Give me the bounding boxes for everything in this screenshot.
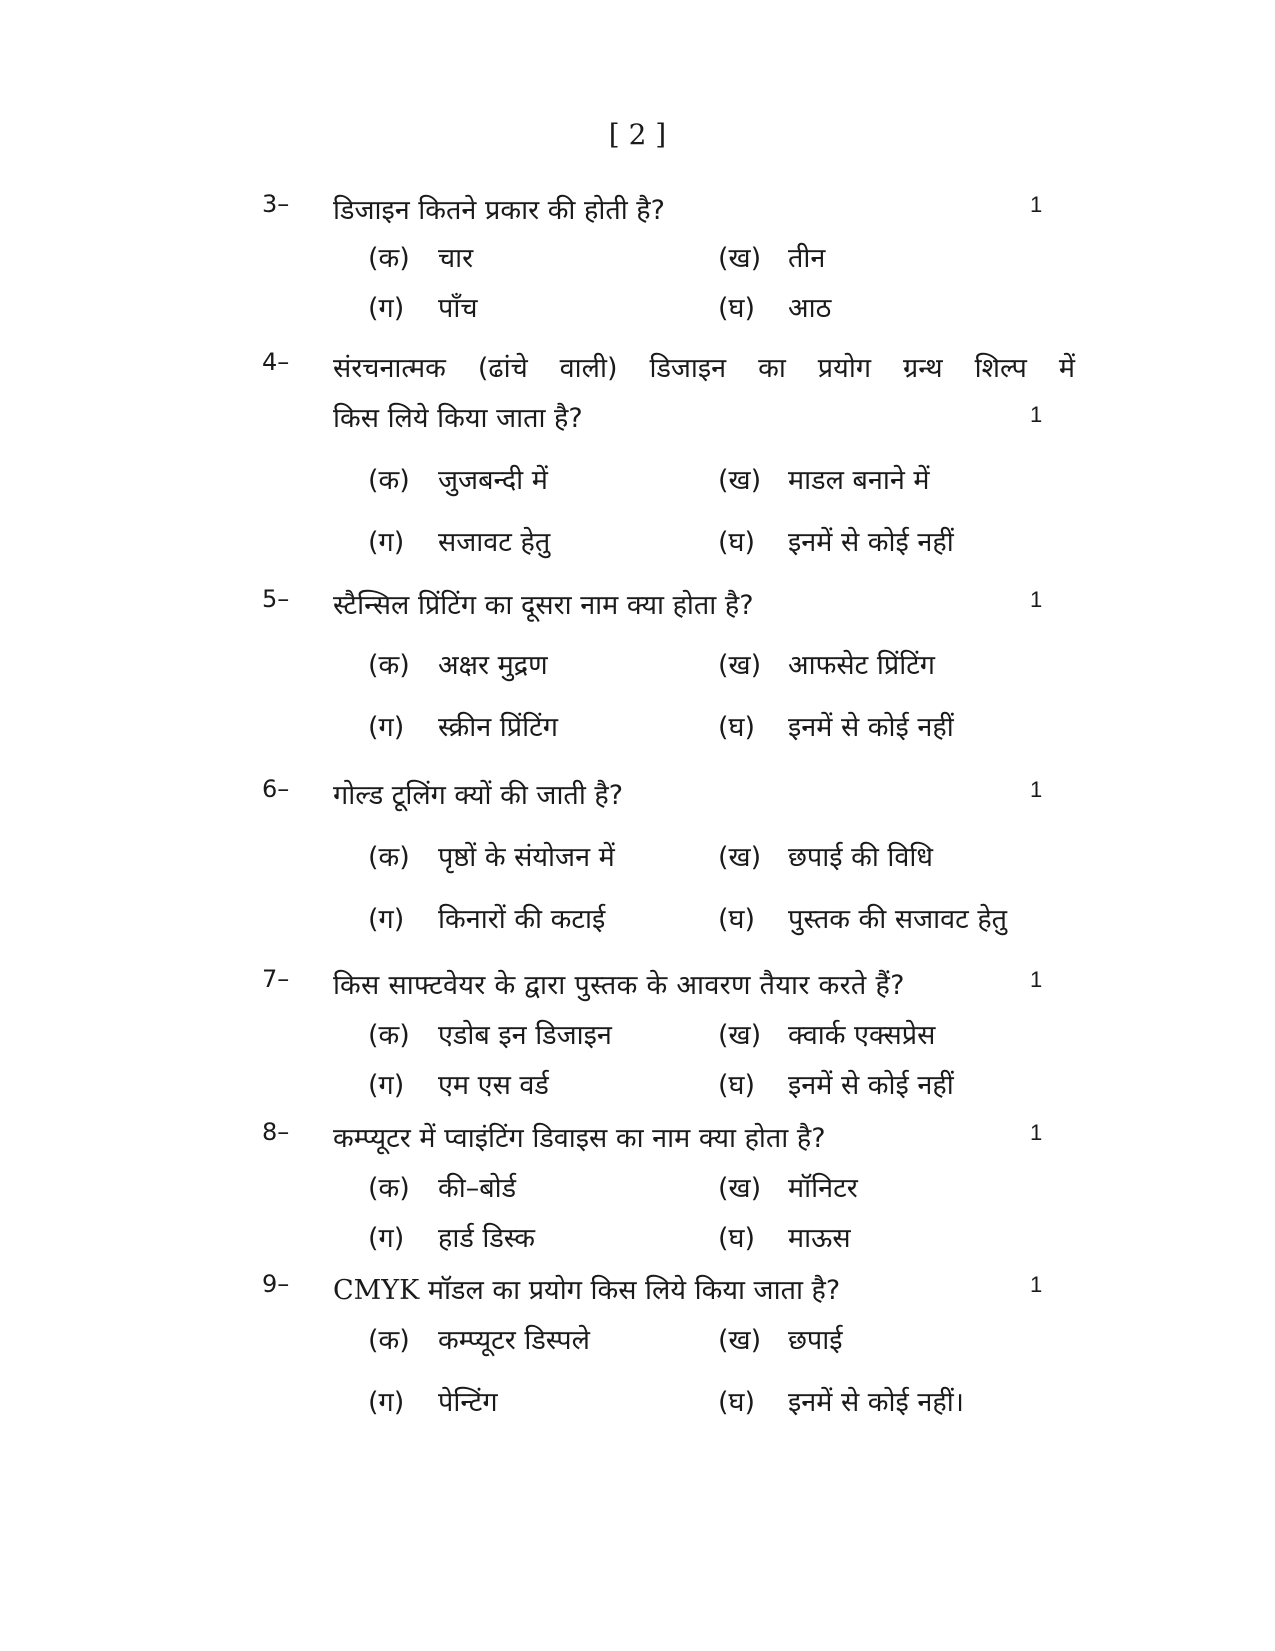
question-marks: 1 bbox=[1030, 402, 1043, 427]
option-text: कम्प्यूटर डिस्पले bbox=[438, 1325, 590, 1356]
option-text: एम एस वर्ड bbox=[438, 1070, 549, 1101]
option-text: आफसेट प्रिंटिंग bbox=[788, 650, 936, 681]
question-marks: 1 bbox=[1030, 1120, 1043, 1145]
option-label: (ख) bbox=[718, 1173, 762, 1204]
option-gha bbox=[718, 288, 831, 325]
option-text: हार्ड डिस्क bbox=[438, 1223, 536, 1254]
option-ga bbox=[368, 1065, 549, 1102]
option-label: (घ) bbox=[718, 1070, 756, 1101]
option-label: (ख) bbox=[718, 842, 762, 873]
option-label: (क) bbox=[368, 842, 410, 873]
option-gha bbox=[718, 1218, 851, 1255]
question-text: किस साफ्टवेयर के द्वारा पुस्तक के आवरण तैयार करते हैं? bbox=[333, 970, 905, 1001]
option-text: मॉनिटर bbox=[788, 1173, 858, 1204]
option-text: सजावट हेतु bbox=[438, 527, 551, 558]
option-label: (घ) bbox=[718, 527, 756, 558]
option-text: इनमें से कोई नहीं bbox=[788, 527, 954, 558]
option-label: (ख) bbox=[718, 465, 762, 496]
cmyk-term: CMYK bbox=[333, 1275, 420, 1306]
option-ga bbox=[368, 899, 605, 936]
option-label: (क) bbox=[368, 1173, 410, 1204]
option-text: पुस्तक की सजावट हेतु bbox=[788, 904, 1008, 935]
question-number: 9– bbox=[262, 1270, 290, 1298]
option-text: छपाई bbox=[788, 1325, 843, 1356]
option-label: (ग) bbox=[368, 712, 405, 743]
option-label: (क) bbox=[368, 465, 410, 496]
option-text: चार bbox=[438, 243, 474, 274]
option-label: (ग) bbox=[368, 527, 405, 558]
option-label: (ख) bbox=[718, 243, 762, 274]
option-label: (घ) bbox=[718, 1223, 756, 1254]
option-gha bbox=[718, 899, 1007, 936]
option-text: अक्षर मुद्रण bbox=[438, 650, 548, 681]
option-label: (घ) bbox=[718, 1387, 756, 1418]
option-label: (ग) bbox=[368, 1223, 405, 1254]
question-text: डिजाइन कितने प्रकार की होती है? bbox=[333, 195, 665, 226]
option-kha bbox=[718, 837, 933, 874]
question-text-line2: किस लिये किया जाता है? bbox=[333, 403, 583, 434]
option-text: क्वार्क एक्सप्रेस bbox=[788, 1020, 936, 1051]
option-label: (घ) bbox=[718, 712, 756, 743]
option-label: (क) bbox=[368, 650, 410, 681]
option-label: (क) bbox=[368, 243, 410, 274]
question-number: 8– bbox=[262, 1118, 290, 1146]
option-text: की–बोर्ड bbox=[438, 1173, 517, 1204]
option-ka bbox=[368, 1320, 590, 1357]
option-gha bbox=[718, 522, 954, 559]
question-text: स्टैन्सिल प्रिंटिंग का दूसरा नाम क्या होता है? bbox=[333, 590, 754, 621]
question-number: 4– bbox=[262, 348, 290, 376]
option-text: आठ bbox=[788, 293, 832, 324]
option-gha bbox=[718, 1065, 954, 1102]
option-ga bbox=[368, 1382, 498, 1419]
option-text: तीन bbox=[788, 243, 826, 274]
option-ka bbox=[368, 837, 615, 874]
option-label: (ग) bbox=[368, 1070, 405, 1101]
question-text: संरचनात्मक (ढांचे वाली) डिजाइन का प्रयोग ग्रन्थ शिल्प में bbox=[333, 353, 1075, 384]
question-marks: 1 bbox=[1030, 967, 1043, 992]
option-text: इनमें से कोई नहीं bbox=[788, 1070, 954, 1101]
option-kha bbox=[718, 645, 935, 682]
option-label: (ग) bbox=[368, 904, 405, 935]
option-text: छपाई की विधि bbox=[788, 842, 934, 873]
option-text: पृष्ठों के संयोजन में bbox=[438, 842, 615, 873]
option-ga bbox=[368, 707, 558, 744]
page-number: [ 2 ] bbox=[608, 118, 667, 151]
option-text: स्क्रीन प्रिंटिंग bbox=[438, 712, 558, 743]
option-kha bbox=[718, 1320, 843, 1357]
option-kha bbox=[718, 1015, 935, 1052]
option-gha bbox=[718, 707, 954, 744]
question-marks: 1 bbox=[1030, 587, 1043, 612]
option-label: (ख) bbox=[718, 1325, 762, 1356]
option-text: एडोब इन डिजाइन bbox=[438, 1020, 612, 1051]
option-text: माऊस bbox=[788, 1223, 851, 1254]
question-number: 6– bbox=[262, 775, 290, 803]
option-kha bbox=[718, 460, 930, 497]
question-number: 7– bbox=[262, 965, 290, 993]
option-label: (क) bbox=[368, 1325, 410, 1356]
question-number: 5– bbox=[262, 585, 290, 613]
question-text-rest: मॉडल का प्रयोग किस लिये किया जाता है? bbox=[427, 1275, 841, 1306]
question-text bbox=[333, 1270, 840, 1307]
option-label: (ग) bbox=[368, 293, 405, 324]
option-kha bbox=[718, 238, 825, 275]
question-text: गोल्ड टूलिंग क्यों की जाती है? bbox=[333, 780, 624, 811]
option-text: इनमें से कोई नहीं bbox=[788, 712, 954, 743]
question-marks: 1 bbox=[1030, 1272, 1043, 1297]
option-ga bbox=[368, 522, 550, 559]
option-ka bbox=[368, 1168, 516, 1205]
option-text: पाँच bbox=[438, 293, 478, 324]
option-label: (ख) bbox=[718, 1020, 762, 1051]
option-text: किनारों की कटाई bbox=[438, 904, 606, 935]
question-marks: 1 bbox=[1030, 777, 1043, 802]
option-label: (ग) bbox=[368, 1387, 405, 1418]
option-ka bbox=[368, 238, 473, 275]
option-ka bbox=[368, 645, 548, 682]
option-gha bbox=[718, 1382, 964, 1419]
question-marks: 1 bbox=[1030, 192, 1043, 217]
option-ga bbox=[368, 1218, 535, 1255]
option-label: (घ) bbox=[718, 293, 756, 324]
option-ga bbox=[368, 288, 477, 325]
question-number: 3– bbox=[262, 190, 290, 218]
option-ka bbox=[368, 1015, 612, 1052]
option-text: पेन्टिंग bbox=[438, 1387, 498, 1418]
option-label: (क) bbox=[368, 1020, 410, 1051]
option-label: (घ) bbox=[718, 904, 756, 935]
option-text: इनमें से कोई नहीं। bbox=[788, 1387, 964, 1418]
option-kha bbox=[718, 1168, 858, 1205]
option-text: माडल बनाने में bbox=[788, 465, 930, 496]
option-ka bbox=[368, 460, 548, 497]
question-text: कम्प्यूटर में प्वाइंटिंग डिवाइस का नाम क्या होता है? bbox=[333, 1123, 826, 1154]
option-text: जुजबन्दी में bbox=[438, 465, 548, 496]
option-label: (ख) bbox=[718, 650, 762, 681]
